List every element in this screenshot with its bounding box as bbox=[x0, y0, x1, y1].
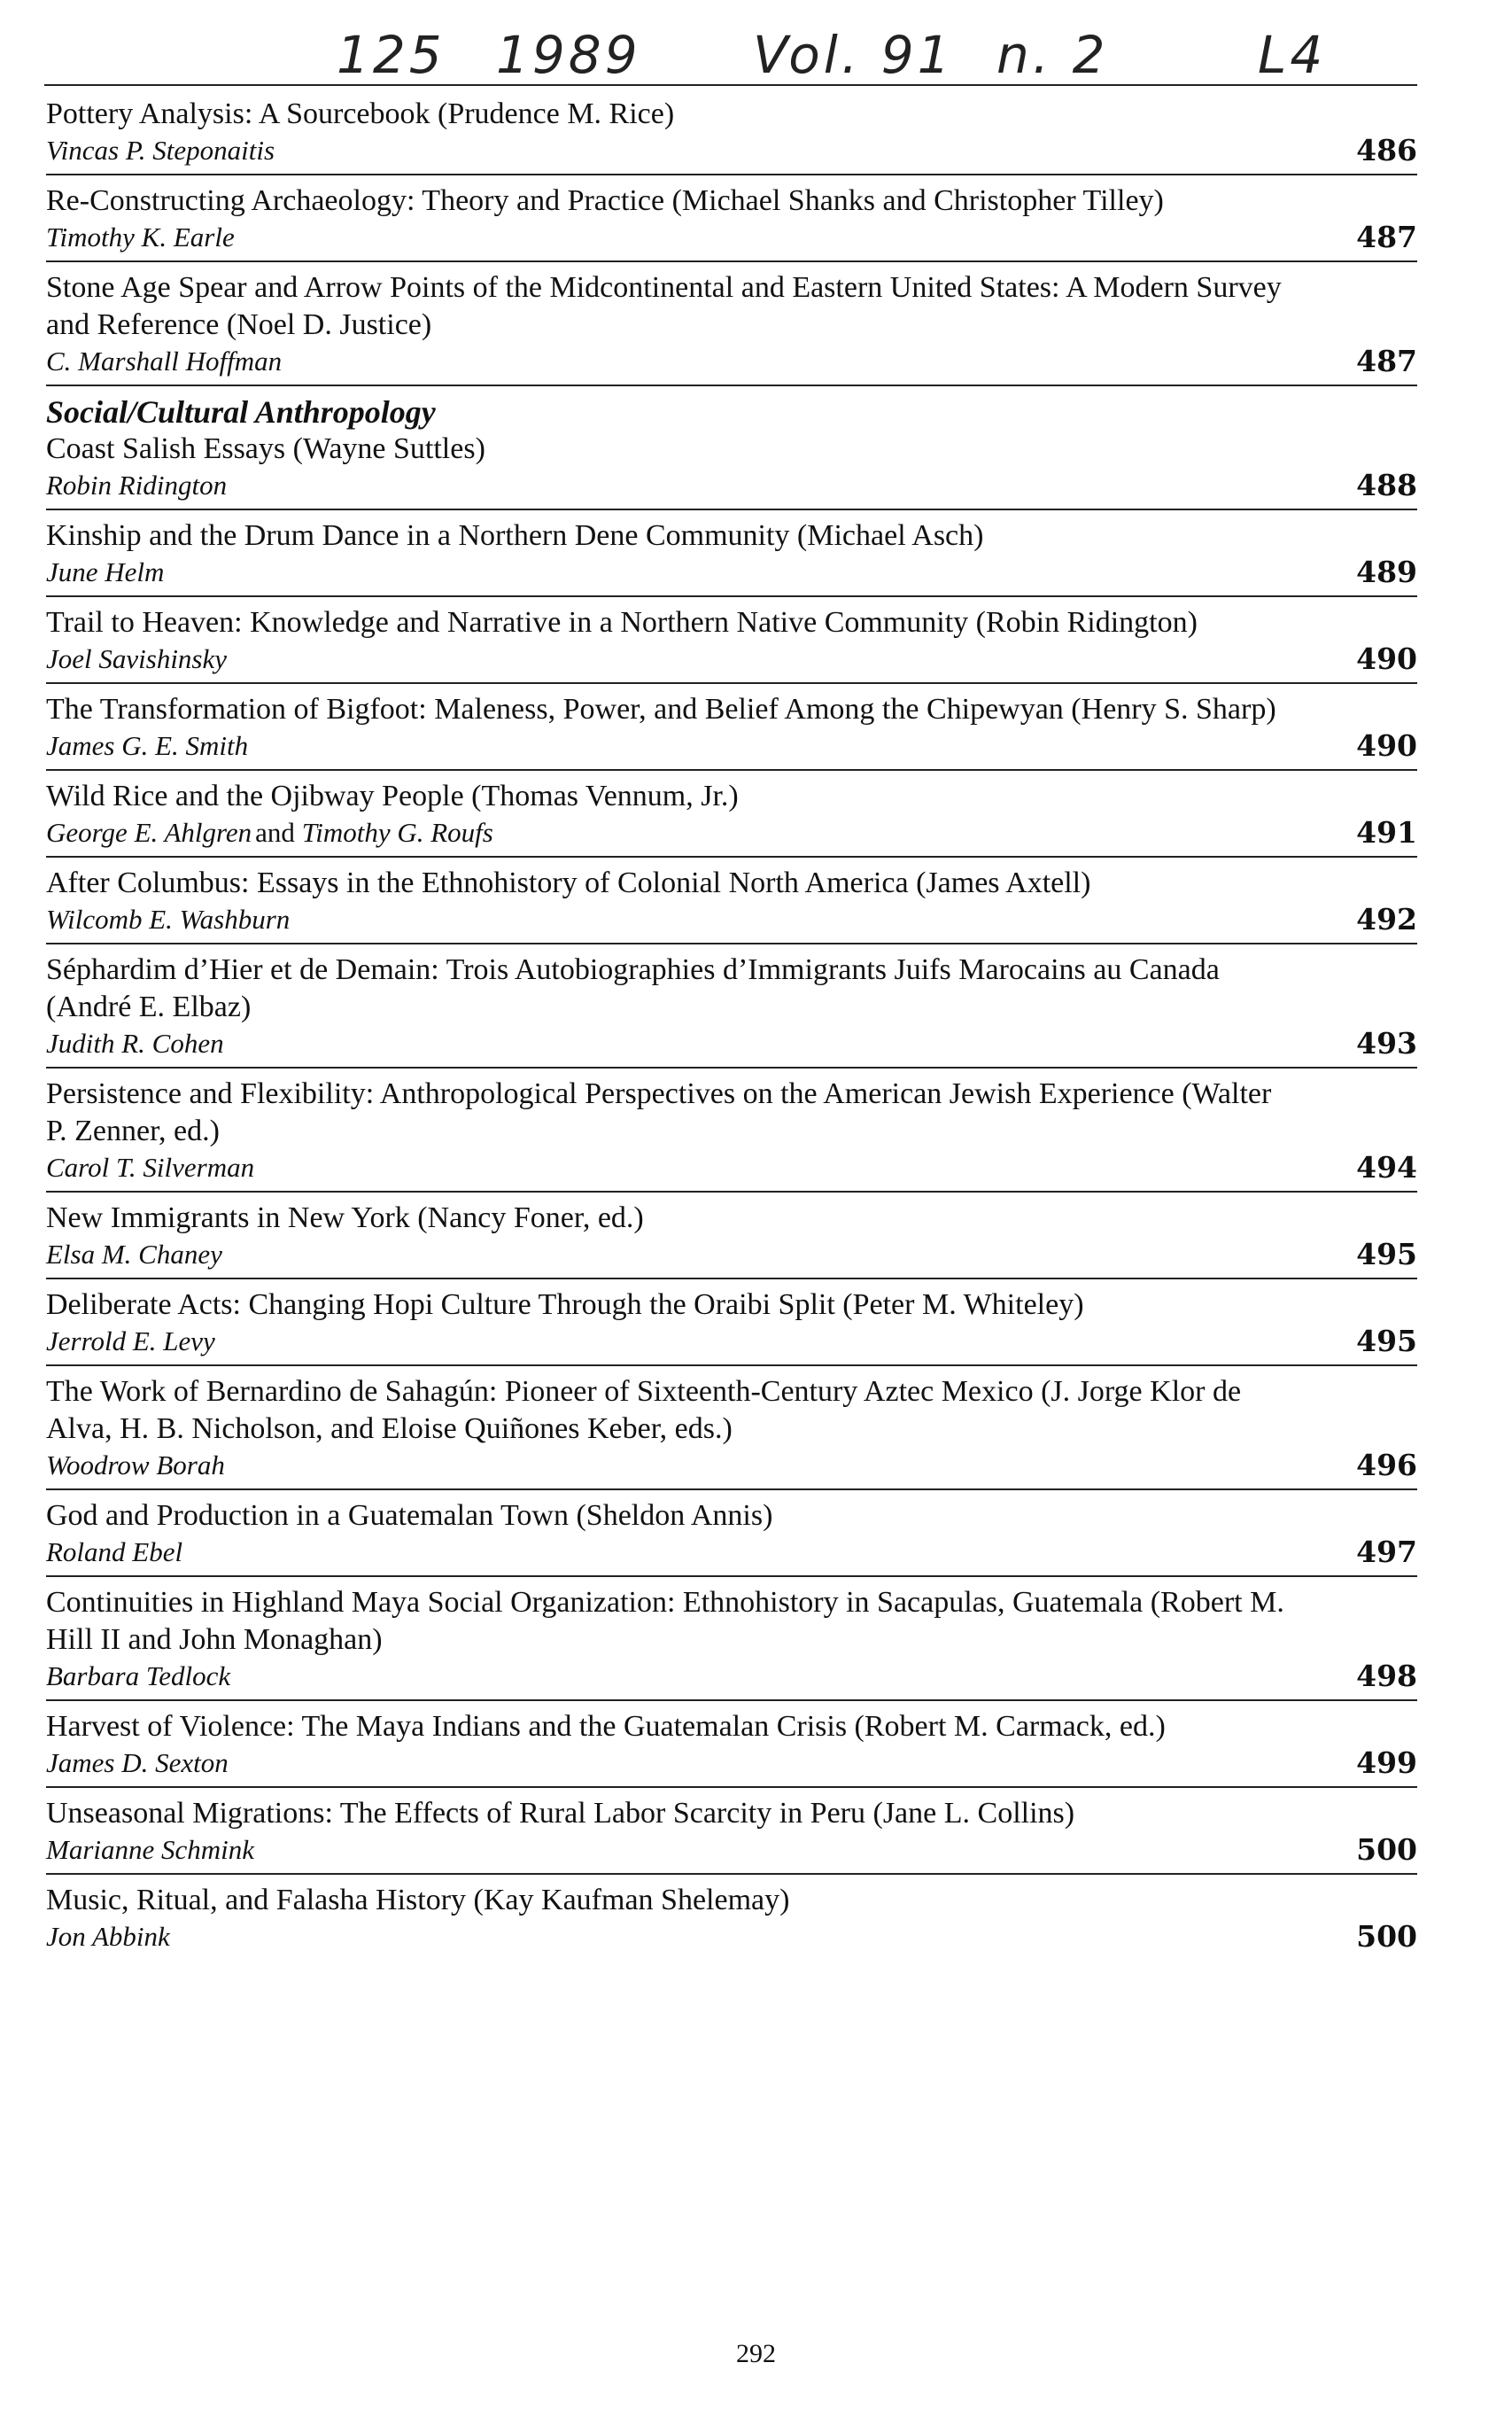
reviewer-name: Robin Ridington bbox=[46, 470, 228, 501]
annotation-number: 125 bbox=[337, 25, 446, 85]
book-title: Persistence and Flexibility: Anthropological Perspectives on the American Jewish Experience (Walter P. Zenner, ed.) bbox=[46, 1077, 1272, 1147]
reviewer-name: Jon Abbink bbox=[46, 1921, 170, 1952]
reviewer-row bbox=[46, 728, 1417, 764]
reviewer-name-second: Timothy G. Roufs bbox=[301, 817, 493, 848]
page-number: 491 bbox=[1356, 815, 1417, 850]
review-entry bbox=[46, 1577, 1417, 1701]
review-entry bbox=[46, 386, 1417, 510]
reviewer-name: C. Marshall Hoffman bbox=[46, 346, 283, 377]
book-title: New Immigrants in New York (Nancy Foner, ed.) bbox=[46, 1201, 644, 1234]
reviewer-row bbox=[46, 815, 1417, 851]
review-entry bbox=[46, 1366, 1417, 1490]
page-number: 500 bbox=[1356, 1919, 1417, 1954]
book-title: Wild Rice and the Ojibway People (Thomas Vennum, Jr.) bbox=[46, 780, 739, 812]
review-entry bbox=[46, 1279, 1417, 1366]
review-entry bbox=[46, 771, 1417, 858]
reviewer-name: George E. Ahlgren bbox=[46, 817, 252, 848]
reviewer-name: Marianne Schmink bbox=[46, 1834, 255, 1865]
review-entry bbox=[46, 944, 1417, 1069]
reviewer-name: Barbara Tedlock bbox=[46, 1660, 231, 1691]
review-entry bbox=[46, 858, 1417, 944]
page-number: 492 bbox=[1356, 902, 1417, 936]
reviewer-row bbox=[46, 220, 1417, 255]
reviewer-row bbox=[46, 902, 1417, 937]
reviewer-name: Carol T. Silverman bbox=[46, 1152, 255, 1183]
page-number: 496 bbox=[1356, 1448, 1417, 1482]
review-entry bbox=[46, 510, 1417, 597]
reviewer-name: Elsa M. Chaney bbox=[46, 1239, 222, 1270]
reviewer-joiner bbox=[255, 817, 302, 848]
page-number: 498 bbox=[1356, 1659, 1417, 1693]
reviewer-name: James G. E. Smith bbox=[46, 730, 249, 761]
review-entry bbox=[46, 1701, 1417, 1788]
reviewer-row bbox=[46, 468, 1417, 503]
review-entry bbox=[46, 684, 1417, 771]
annotation-issue: n. 2 bbox=[996, 25, 1109, 85]
page-number: 493 bbox=[1356, 1026, 1417, 1061]
book-title: Séphardim d’Hier et de Demain: Trois Autobiographies d’Immigrants Juifs Marocains au Canada (André E. Elbaz) bbox=[46, 953, 1220, 1023]
reviewer-row bbox=[46, 555, 1417, 590]
page-number: 487 bbox=[1356, 220, 1417, 254]
page-number: 494 bbox=[1356, 1150, 1417, 1185]
reviewer-name: Roland Ebel bbox=[46, 1536, 183, 1567]
review-entry bbox=[46, 1069, 1417, 1193]
header-rule bbox=[44, 84, 1417, 86]
reviewer-row bbox=[46, 1237, 1417, 1272]
page-number: 500 bbox=[1356, 1832, 1417, 1867]
page-number: 490 bbox=[1356, 641, 1417, 676]
reviewer-name: Wilcomb E. Washburn bbox=[46, 904, 291, 935]
reviewer-name: June Helm bbox=[46, 556, 165, 587]
page-number: 497 bbox=[1356, 1535, 1417, 1569]
review-entry bbox=[46, 175, 1417, 262]
book-title: Pottery Analysis: A Sourcebook (Prudence M. Rice) bbox=[46, 97, 675, 130]
page-number: 495 bbox=[1356, 1324, 1417, 1358]
reviewer-row bbox=[46, 641, 1417, 677]
book-title: Re-Constructing Archaeology: Theory and Practice (Michael Shanks and Christopher Tilley) bbox=[46, 184, 1164, 217]
review-entry bbox=[46, 1788, 1417, 1875]
book-title: Deliberate Acts: Changing Hopi Culture Through the Oraibi Split (Peter M. Whiteley) bbox=[46, 1288, 1084, 1321]
annotation-volume: Vol. 91 bbox=[753, 25, 954, 85]
page-number: 488 bbox=[1356, 468, 1417, 502]
section-heading: Social/Cultural Anthropology bbox=[46, 394, 436, 430]
reviewer-name: Vincas P. Steponaitis bbox=[46, 135, 275, 166]
book-title: Stone Age Spear and Arrow Points of the Midcontinental and Eastern United States: A Modern Survey and Reference (Noel D. Justice) bbox=[46, 271, 1282, 341]
joiner-text: and bbox=[255, 817, 295, 848]
review-entry bbox=[46, 89, 1417, 175]
book-title: God and Production in a Guatemalan Town (Sheldon Annis) bbox=[46, 1499, 773, 1532]
review-entry bbox=[46, 597, 1417, 684]
reviewer-row bbox=[46, 1745, 1417, 1781]
reviewer-row bbox=[46, 1535, 1417, 1570]
reviewer-row bbox=[46, 1919, 1417, 1955]
review-entry bbox=[46, 1875, 1417, 1960]
reviewer-row bbox=[46, 1448, 1417, 1483]
review-entry bbox=[46, 1193, 1417, 1279]
page-number: 490 bbox=[1356, 728, 1417, 763]
annotation-year: 1989 bbox=[496, 25, 641, 85]
reviewer-row bbox=[46, 1026, 1417, 1061]
page-number: 486 bbox=[1356, 133, 1417, 167]
reviewer-row bbox=[46, 1659, 1417, 1694]
page-number: 487 bbox=[1356, 344, 1417, 378]
book-title: Coast Salish Essays (Wayne Suttles) bbox=[46, 432, 485, 465]
page-number: 495 bbox=[1356, 1237, 1417, 1271]
book-title: Continuities in Highland Maya Social Organization: Ethnohistory in Sacapulas, Guatemala (Robert M. Hill II and John Monaghan) bbox=[46, 1586, 1284, 1656]
reviewer-row bbox=[46, 133, 1417, 168]
reviewer-name: Judith R. Cohen bbox=[46, 1028, 224, 1059]
folio-page-number: 292 bbox=[736, 2339, 776, 2368]
book-title: Unseasonal Migrations: The Effects of Rural Labor Scarcity in Peru (Jane L. Collins) bbox=[46, 1797, 1075, 1830]
reviewer-row bbox=[46, 1150, 1417, 1185]
book-title: Harvest of Violence: The Maya Indians and the Guatemalan Crisis (Robert M. Carmack, ed.) bbox=[46, 1710, 1166, 1743]
review-entry bbox=[46, 262, 1417, 386]
reviewer-row bbox=[46, 1324, 1417, 1359]
reviewer-row bbox=[46, 344, 1417, 379]
book-title: Trail to Heaven: Knowledge and Narrative in a Northern Native Community (Robin Ridington) bbox=[46, 606, 1198, 639]
review-list bbox=[46, 89, 1417, 1960]
page-number: 489 bbox=[1356, 555, 1417, 589]
reviewer-name: Joel Savishinsky bbox=[46, 643, 228, 674]
book-title: After Columbus: Essays in the Ethnohistory of Colonial North America (James Axtell) bbox=[46, 867, 1091, 899]
page-number: 499 bbox=[1356, 1745, 1417, 1780]
annotation-code: L4 bbox=[1258, 25, 1327, 85]
reviewer-name: Timothy K. Earle bbox=[46, 221, 235, 253]
reviewer-row bbox=[46, 1832, 1417, 1868]
book-title: Music, Ritual, and Falasha History (Kay Kaufman Shelemay) bbox=[46, 1884, 790, 1916]
review-entry bbox=[46, 1490, 1417, 1577]
reviewer-name: Jerrold E. Levy bbox=[46, 1325, 215, 1356]
reviewer-name: Woodrow Borah bbox=[46, 1449, 225, 1481]
handwritten-annotation bbox=[337, 25, 1417, 85]
book-title: The Work of Bernardino de Sahagún: Pioneer of Sixteenth-Century Aztec Mexico (J. Jorge Klor de Alva, H. B. Nicholson, and Eloise Quiñones Keber, eds.) bbox=[46, 1375, 1242, 1445]
reviewer-name: James D. Sexton bbox=[46, 1747, 229, 1778]
book-title: The Transformation of Bigfoot: Maleness, Power, and Belief Among the Chipewyan (Henry S. Sharp) bbox=[46, 693, 1276, 726]
book-title: Kinship and the Drum Dance in a Northern Dene Community (Michael Asch) bbox=[46, 519, 984, 552]
